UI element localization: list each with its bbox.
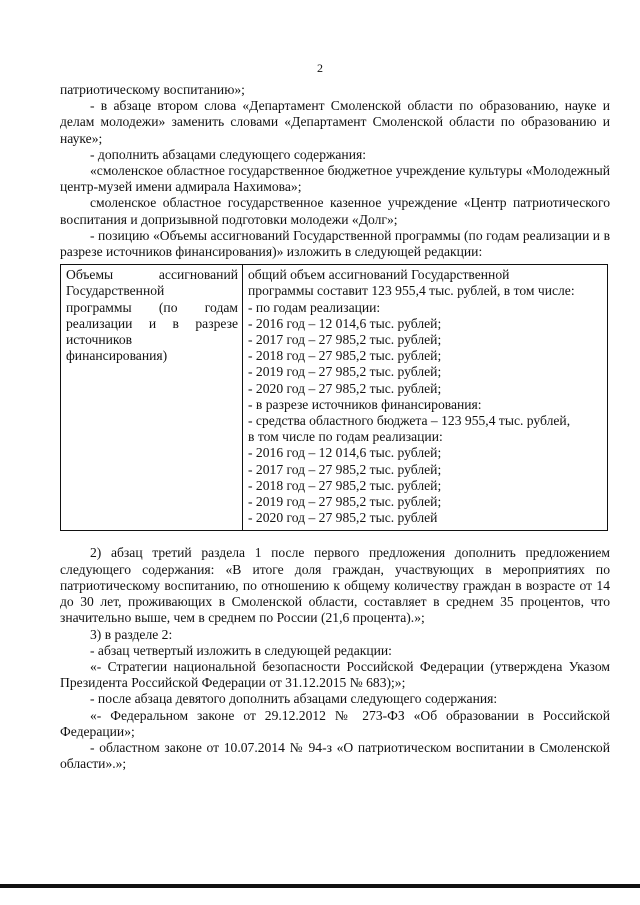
paragraph: «- Федеральном законе от 29.12.2012 № 273-ФЗ «Об образовании в Российской Федерации»;: [60, 707, 610, 739]
cell-line: финансирования): [66, 348, 168, 364]
cell-line: - 2020 год – 27 985,2 тыс. рублей;: [248, 380, 442, 396]
cell-line: - 2019 год – 27 985,2 тыс. рублей;: [248, 364, 442, 380]
cell-line: Объемы ассигнований: [66, 267, 238, 283]
paragraph: - позицию «Объемы ассигнований Государственной программы (по годам реализации и в разрезе источников финансирования)» изложить в следующей редакции:: [60, 227, 610, 260]
cell-line: - 2018 год – 27 985,2 тыс. рублей;: [248, 477, 442, 493]
cell-line: Государственной: [66, 283, 165, 299]
cell-line: реализации и в разрезе: [66, 315, 238, 331]
table-cell-content: [243, 265, 608, 531]
cell-line: - 2018 год – 27 985,2 тыс. рублей;: [248, 348, 442, 364]
paragraph: - после абзаца девятого дополнить абзацами следующего содержания:: [90, 691, 498, 707]
cell-line: общий объем ассигнований Государственной: [248, 267, 510, 283]
table-cell-position: [61, 265, 243, 531]
document-body: [60, 82, 610, 772]
cell-line: - 2020 год – 27 985,2 тыс. рублей: [248, 510, 438, 526]
cell-line: - 2016 год – 12 014,6 тыс. рублей;: [248, 445, 442, 461]
paragraph: «смоленское областное государственное бюджетное учреждение культуры «Молодежный центр-музей имени адмирала Нахимова»;: [60, 163, 610, 195]
paragraph: - абзац четвертый изложить в следующей редакции:: [90, 642, 392, 658]
cell-line: программы (по годам: [66, 299, 238, 315]
cell-line: в том числе по годам реализации:: [248, 429, 443, 445]
bottom-rule: [0, 884, 640, 888]
paragraph: - дополнить абзацами следующего содержания:: [90, 146, 367, 162]
cell-line: - 2017 год – 27 985,2 тыс. рублей;: [248, 332, 442, 348]
paragraph: патриотическому воспитанию»;: [60, 82, 245, 97]
cell-line: источников: [66, 332, 133, 348]
paragraph: - областном законе от 10.07.2014 № 94-з «О патриотическом воспитании в Смоленской области».»;: [60, 739, 610, 772]
paragraph: «- Стратегии национальной безопасности Российской Федерации (утверждена Указом Президента Российской Федерации от 31.12.2015 № 683);»;: [60, 658, 610, 691]
paragraph: смоленское областное государственное казенное учреждение «Центр патриотического воспитания и допризывной подготовки молодежи «Долг»;: [60, 195, 610, 227]
cell-line: - в разрезе источников финансирования:: [248, 396, 482, 412]
paragraph: 3) в разделе 2:: [90, 626, 173, 642]
cell-line: - по годам реализации:: [248, 299, 381, 315]
cell-line: - 2016 год – 12 014,6 тыс. рублей;: [248, 315, 442, 331]
cell-line: программы составит 123 955,4 тыс. рублей, в том числе:: [248, 283, 575, 299]
table-row: [61, 265, 608, 531]
paragraph: 2) абзац третий раздела 1 после первого предложения дополнить предложением следующего содержания: «В итоге доля граждан, участвующих в мероприятиях по патриотическому воспитанию, по отношению к общему количеству граждан в возрасте от 14 до 30 лет, проживающих в Смоленской области, составляет в среднем 35 процентов, что значительно выше, чем в среднем по России (21,6 процента).»;: [60, 545, 610, 626]
paragraph: - в абзаце втором слова «Департамент Смоленской области по образованию, науке и делам молодежи» заменить словами «Департамент Смоленской области по образованию и науке»;: [60, 98, 610, 146]
page-number: 2: [317, 61, 323, 75]
allocation-table: [60, 264, 608, 531]
cell-line: - средства областного бюджета – 123 955,4 тыс. рублей,: [248, 413, 571, 429]
cell-line: - 2017 год – 27 985,2 тыс. рублей;: [248, 461, 442, 477]
cell-line: - 2019 год – 27 985,2 тыс. рублей;: [248, 494, 442, 510]
